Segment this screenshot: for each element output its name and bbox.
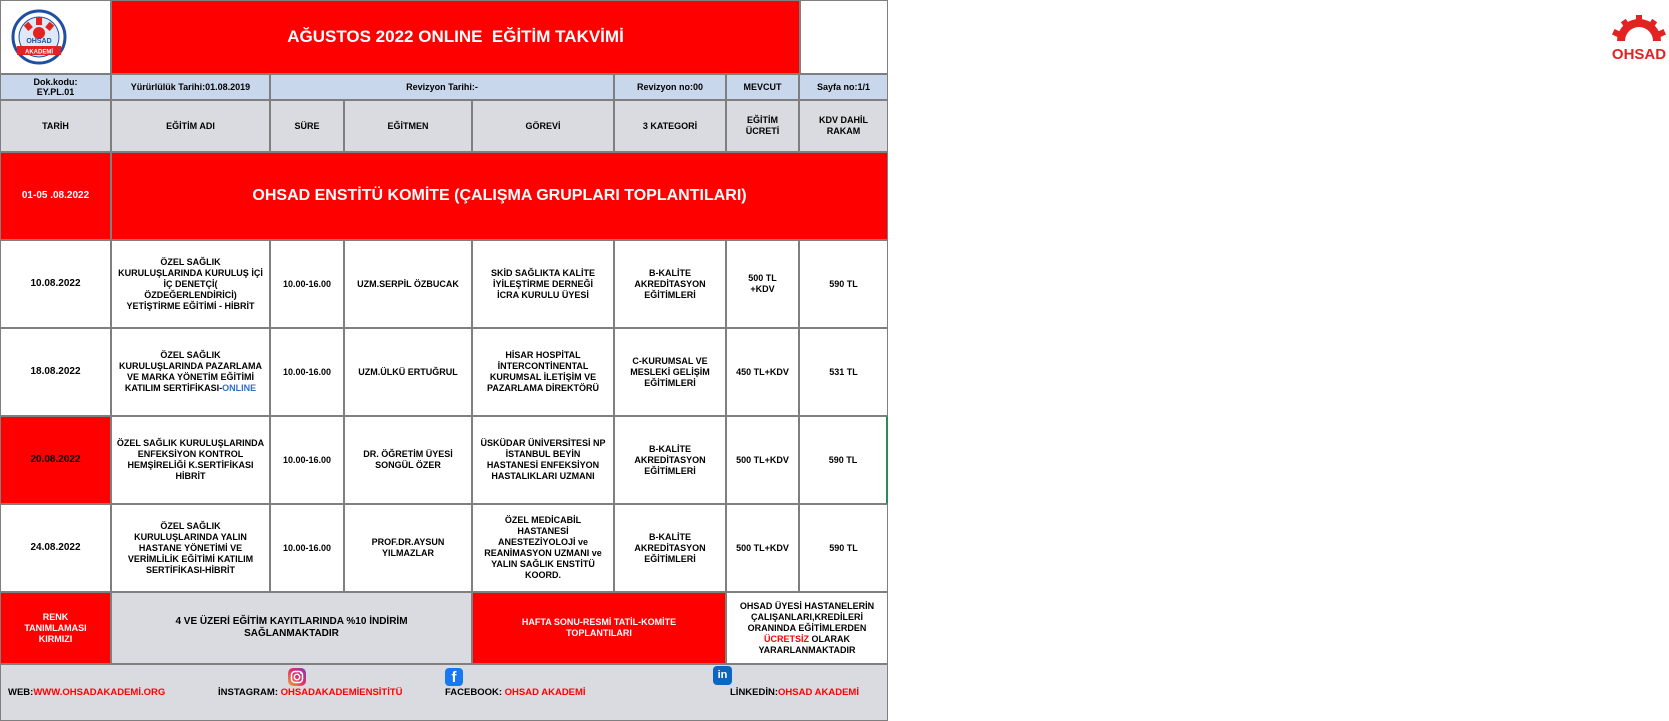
row3-trainer: DR. ÖĞRETİM ÜYESİ SONGÜL ÖZER — [344, 416, 472, 504]
current-cell: MEVCUT — [726, 74, 799, 100]
col-header-date: TARİH — [0, 100, 111, 152]
row1-duration: 10.00-16.00 — [270, 240, 344, 328]
free-highlight: ÜCRETSİZ — [763, 633, 809, 644]
row1-vat-total: 590 TL — [799, 240, 888, 328]
row3-fee: 500 TL+KDV — [726, 416, 799, 504]
col-header-training-name: EĞİTİM ADI — [111, 100, 270, 152]
revision-no-cell: Revizyon no:00 — [614, 74, 726, 100]
row3-training-name: ÖZEL SAĞLIK KURULUŞLARINDA ENFEKSİYON KONTROL HEMŞİRELİĞİ K.SERTİFİKASI HİBRİT — [111, 416, 270, 504]
row4-training-name: ÖZEL SAĞLIK KURULUŞLARINDA YALIN HASTANE YÖNETİMİ VE VERİMLİLİK EĞİTİMİ KATILIM SERTİFİKASI-HİBRİT — [111, 504, 270, 592]
row1-training-name: ÖZEL SAĞLIK KURULUŞLARINDA KURULUŞ İÇİ İÇ DENETÇİ( ÖZDEĞERLENDİRİCİ) YETİŞTİRME EĞİTİMİ - HİBRİT — [111, 240, 270, 328]
row1-trainer: UZM.SERPİL ÖZBUCAK — [344, 240, 472, 328]
footer-facebook: FACEBOOK: OHSAD AKADEMİ — [445, 687, 586, 698]
footer-linkedin: LİNKEDİN:OHSAD AKADEMİ — [730, 687, 859, 698]
col-header-trainer: EĞİTMEN — [344, 100, 472, 152]
row2-fee: 450 TL+KDV — [726, 328, 799, 416]
col-header-role: GÖREVİ — [472, 100, 614, 152]
row4-date: 24.08.2022 — [0, 504, 111, 592]
row4-vat-total: 590 TL — [799, 504, 888, 592]
row2-category: C-KURUMSAL VE MESLEKİ GELİŞİM EĞİTİMLERİ — [614, 328, 726, 416]
right-logo-cell — [800, 0, 1667, 74]
row4-role: ÖZEL MEDİCABİL HASTANESİ ANESTEZİYOLOJİ ve REANİMASYON UZMANI ve YALIN SAĞLIK ENSTİTÜ KOORD. — [472, 504, 614, 592]
col-header-vat-total: KDV DAHİL RAKAM — [799, 100, 888, 152]
row2-duration: 10.00-16.00 — [270, 328, 344, 416]
page-title: AĞUSTOS 2022 ONLINE EĞİTİM TAKVİMİ — [111, 0, 800, 74]
ohsad-akademi-logo — [11, 9, 67, 65]
row1-role: SKİD SAĞLIKTA KALİTE İYİLEŞTİRME DERNEĞİ İCRA KURULU ÜYESİ — [472, 240, 614, 328]
revision-date-cell: Revizyon Tarihi:- — [270, 74, 614, 100]
legend-weekend-note: HAFTA SONU-RESMİ TATİL-KOMİTE TOPLANTILARI — [472, 592, 726, 664]
online-tag: ONLINE — [222, 383, 257, 393]
row2-vat-total: 531 TL — [799, 328, 888, 416]
instagram-icon[interactable] — [288, 668, 306, 686]
row2-training-name: ÖZEL SAĞLIK KURULUŞLARINDA PAZARLAMA VE MARKA YÖNETİM EĞİTİMİ KATILIM SERTİFİKASI-ONLINE — [111, 328, 270, 416]
row3-category: B-KALİTE AKREDİTASYON EĞİTİMLERİ — [614, 416, 726, 504]
row4-duration: 10.00-16.00 — [270, 504, 344, 592]
legend-member-note: OHSAD ÜYESİ HASTANELERİN ÇALIŞANLARI,KREDİLERİ ORANINDA EĞİTİMLERDEN ÜCRETSİZ OLARAK YARARLANMAKTADIR — [726, 592, 888, 664]
linkedin-icon[interactable]: in — [713, 666, 732, 685]
row1-fee: 500 TL +KDV — [726, 240, 799, 328]
col-header-fee: EĞİTİM ÜCRETİ — [726, 100, 799, 152]
committee-title: OHSAD ENSTİTÜ KOMİTE (ÇALIŞMA GRUPLARI TOPLANTILARI) — [111, 152, 888, 240]
instagram-link[interactable]: OHSADAKADEMİENSİTİTÜ — [280, 687, 403, 698]
ohsad-logo — [1609, 15, 1669, 65]
legend-color-red: RENK TANIMLAMASI KIRMIZI — [0, 592, 111, 664]
effective-date-cell: Yürürlülük Tarihi:01.08.2019 — [111, 74, 270, 100]
svg-text:AKADEMİ: AKADEMİ — [25, 49, 53, 56]
row2-role: HİSAR HOSPİTAL İNTERCONTİNENTAL KURUMSAL İLETİŞİM VE PAZARLAMA DİREKTÖRÜ — [472, 328, 614, 416]
left-logo-cell — [0, 0, 111, 74]
page-no-cell: Sayfa no:1/1 — [799, 74, 888, 100]
row3-role: ÜSKÜDAR ÜNİVERSİTESİ NP İSTANBUL BEYİN HASTANESİ ENFEKSİYON HASTALIKLARI UZMANI — [472, 416, 614, 504]
col-header-duration: SÜRE — [270, 100, 344, 152]
linkedin-link[interactable]: OHSAD AKADEMİ — [778, 687, 859, 698]
row2-date: 18.08.2022 — [0, 328, 111, 416]
row4-category: B-KALİTE AKREDİTASYON EĞİTİMLERİ — [614, 504, 726, 592]
row1-category: B-KALİTE AKREDİTASYON EĞİTİMLERİ — [614, 240, 726, 328]
col-header-category: 3 KATEGORİ — [614, 100, 726, 152]
row3-date: 20.08.2022 — [0, 416, 111, 504]
svg-text:OHSAD: OHSAD — [26, 38, 52, 45]
doc-code-cell: Dok.kodu: EY.PL.01 — [0, 74, 111, 100]
facebook-icon[interactable]: f — [445, 668, 463, 686]
row3-vat-total: 590 TL — [799, 416, 888, 504]
legend-discount-note: 4 VE ÜZERİ EĞİTİM KAYITLARINDA %10 İNDİRİM SAĞLANMAKTADIR — [111, 592, 472, 664]
facebook-link[interactable]: OHSAD AKADEMİ — [504, 687, 586, 698]
row3-duration: 10.00-16.00 — [270, 416, 344, 504]
footer-web: WEB:WWW.OHSADAKADEMİ.ORG — [8, 687, 166, 698]
row4-trainer: PROF.DR.AYSUN YILMAZLAR — [344, 504, 472, 592]
svg-text:OHSAD: OHSAD — [1611, 46, 1667, 63]
footer-instagram: İNSTAGRAM: OHSADAKADEMİENSİTİTÜ — [218, 687, 403, 698]
row4-fee: 500 TL+KDV — [726, 504, 799, 592]
web-link[interactable]: WWW.OHSADAKADEMİ.ORG — [33, 687, 166, 698]
row2-trainer: UZM.ÜLKÜ ERTUĞRUL — [344, 328, 472, 416]
committee-date: 01-05 .08.2022 — [0, 152, 111, 240]
row1-date: 10.08.2022 — [0, 240, 111, 328]
